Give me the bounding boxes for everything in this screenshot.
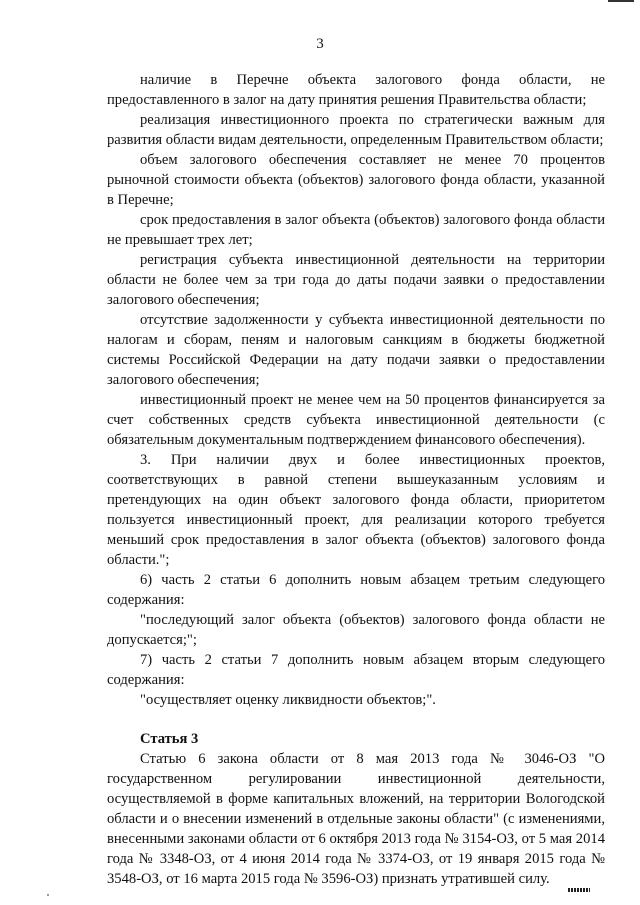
page-number: 3 xyxy=(316,36,324,52)
paragraph-pledge-term: срок предоставления в залог объекта (объектов) залогового фонда области не превышает трех лет; xyxy=(107,212,605,248)
article-heading: Статья 3 xyxy=(140,731,199,747)
document-body xyxy=(107,70,605,889)
paragraph-strategic-project: реализация инвестиционного проекта по стратегически важным для развития области видам деятельности, определенным Правительством области; xyxy=(107,112,605,148)
paragraph-quote-7: "осуществляет оценку ликвидности объектов;". xyxy=(140,692,436,708)
paragraph-amendment-7: 7) часть 2 статьи 7 дополнить новым абзацем вторым следующего содержания: xyxy=(107,652,605,688)
paragraph-no-debt: отсутствие задолженности у субъекта инвестиционной деятельности по налогам и сборам, пеням и налоговым санкциям в бюджеты бюджетной системы Российской Федерации на дату подачи заявки о предоставлении залогового обеспечения; xyxy=(107,312,605,388)
paragraph-registration: регистрация субъекта инвестиционной деятельности на территории области не более чем за три года до даты подачи заявки о предоставлении залогового обеспечения; xyxy=(107,252,605,308)
paragraph-collateral-item: наличие в Перечне объекта залогового фонда области, не предоставленного в залог на дату принятия решения Правительства области; xyxy=(107,72,605,108)
paragraph-quote-6: "последующий залог объекта (объектов) залогового фонда области не допускается;"; xyxy=(107,612,605,648)
paragraph-collateral-volume: объем залогового обеспечения составляет не менее 70 процентов рыночной стоимости объекта (объектов) залогового фонда области, указанной в Перечне; xyxy=(107,152,605,208)
paragraph-priority: 3. При наличии двух и более инвестиционных проектов, соответствующих в равной степени вышеуказанным условиям и претендующих на один объект залогового фонда области, приоритетом пользуется инвестиционный проект, для реализации которого требуется меньший срок предоставления в залог объекта (объектов) залогового фонда области."; xyxy=(107,452,605,568)
scan-mark-bottom xyxy=(568,888,590,892)
paragraph-amendment-6: 6) часть 2 статьи 6 дополнить новым абзацем третьим следующего содержания: xyxy=(107,572,605,608)
scan-dot xyxy=(47,894,49,896)
paragraph-own-funds: инвестиционный проект не менее чем на 50 процентов финансируется за счет собственных средств субъекта инвестиционной деятельности (с обязательным документальным подтверждением финансового обеспечения). xyxy=(107,392,605,448)
scan-mark-top xyxy=(608,0,634,2)
article-paragraph: Статью 6 закона области от 8 мая 2013 года № 3046-ОЗ "О государственном регулировании инвестиционной деятельности, осуществляемой в форме капитальных вложений, на территории Вологодской области и о внесении изменений в отдельные законы области" (с изменениями, внесенными законами области от 6 октября 2013 года № 3154-ОЗ, от 5 мая 2014 года № 3348-ОЗ, от 4 июня 2014 года № 3374-ОЗ, от 19 января 2015 года № 3548-ОЗ, от 16 марта 2015 года № 3596-ОЗ) признать утратившей силу. xyxy=(107,751,605,887)
